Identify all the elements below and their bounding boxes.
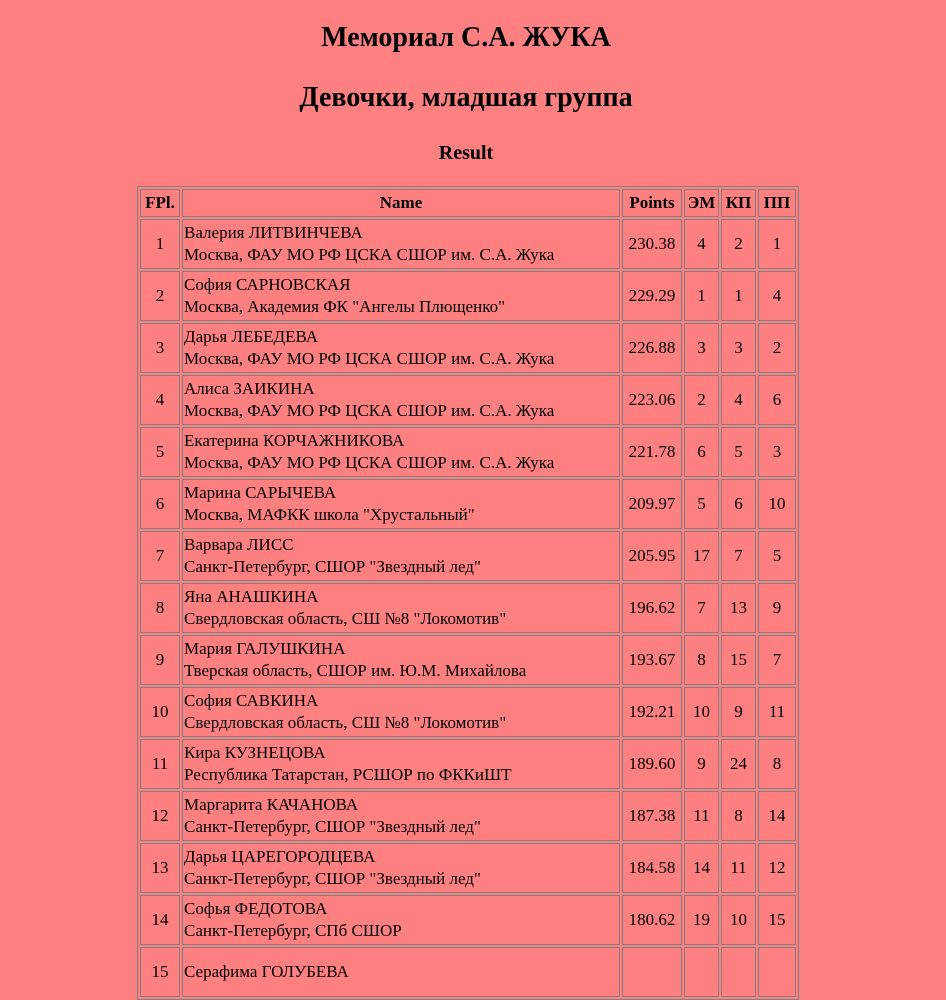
points-cell: 205.95	[622, 531, 682, 581]
place-cell: 14	[140, 895, 180, 945]
name-cell	[182, 687, 620, 737]
kp-cell: 6	[721, 479, 756, 529]
place-cell: 15	[140, 947, 180, 997]
em-cell: 17	[684, 531, 719, 581]
pp-cell: 14	[758, 791, 796, 841]
place-cell: 10	[140, 687, 180, 737]
skater-club: Санкт-Петербург, СШОР "Звездный лед"	[184, 817, 481, 836]
place-cell: 5	[140, 427, 180, 477]
kp-cell: 7	[721, 531, 756, 581]
name-cell	[182, 323, 620, 373]
points-cell: 180.62	[622, 895, 682, 945]
em-cell: 6	[684, 427, 719, 477]
em-cell: 3	[684, 323, 719, 373]
name-cell	[182, 479, 620, 529]
em-cell: 2	[684, 375, 719, 425]
table-row	[140, 583, 796, 633]
skater-name: София САРНОВСКАЯ	[184, 275, 351, 294]
column-header-em: ЭМ	[684, 189, 719, 217]
points-cell: 189.60	[622, 739, 682, 789]
pp-cell: 8	[758, 739, 796, 789]
pp-cell: 2	[758, 323, 796, 373]
skater-name: Серафима ГОЛУБЕВА	[184, 962, 349, 981]
place-cell: 12	[140, 791, 180, 841]
skater-club: Тверская область, СШОР им. Ю.М. Михайлова	[184, 661, 527, 680]
em-cell: 4	[684, 219, 719, 269]
place-cell: 13	[140, 843, 180, 893]
column-header-place: FPl.	[140, 189, 180, 217]
table-row	[140, 687, 796, 737]
table-row	[140, 739, 796, 789]
name-cell	[182, 271, 620, 321]
points-cell	[622, 947, 682, 997]
points-cell: 209.97	[622, 479, 682, 529]
skater-name: Маргарита КАЧАНОВА	[184, 795, 359, 814]
em-cell: 11	[684, 791, 719, 841]
points-cell: 184.58	[622, 843, 682, 893]
points-cell: 196.62	[622, 583, 682, 633]
points-cell: 193.67	[622, 635, 682, 685]
em-cell: 5	[684, 479, 719, 529]
table-row	[140, 427, 796, 477]
place-cell: 2	[140, 271, 180, 321]
skater-club: Москва, МАФКК школа "Хрустальный"	[184, 505, 475, 524]
skater-club: Свердловская область, СШ №8 "Локомотив"	[184, 713, 507, 732]
skater-name: Софья ФЕДОТОВА	[184, 899, 328, 918]
em-cell: 19	[684, 895, 719, 945]
column-header-kp: КП	[721, 189, 756, 217]
kp-cell	[721, 947, 756, 997]
pp-cell: 12	[758, 843, 796, 893]
skater-club: Москва, ФАУ МО РФ ЦСКА СШОР им. С.А. Жука	[184, 453, 555, 472]
pp-cell: 4	[758, 271, 796, 321]
place-cell: 6	[140, 479, 180, 529]
skater-club: Москва, Академия ФК "Ангелы Плющенко"	[184, 297, 506, 316]
table-row	[140, 219, 796, 269]
skater-name: Варвара ЛИСС	[184, 535, 294, 554]
points-cell: 187.38	[622, 791, 682, 841]
results-table	[137, 186, 799, 1000]
pp-cell: 15	[758, 895, 796, 945]
points-cell: 226.88	[622, 323, 682, 373]
skater-name: Валерия ЛИТВИНЧЕВА	[184, 223, 363, 242]
skater-name: Дарья ЦАРЕГОРОДЦЕВА	[184, 847, 376, 866]
kp-cell: 13	[721, 583, 756, 633]
pp-cell: 7	[758, 635, 796, 685]
table-row	[140, 375, 796, 425]
skater-name: Марина САРЫЧЕВА	[184, 483, 337, 502]
pp-cell: 3	[758, 427, 796, 477]
skater-name: Яна АНАШКИНА	[184, 587, 319, 606]
place-cell: 7	[140, 531, 180, 581]
name-cell	[182, 843, 620, 893]
table-row	[140, 323, 796, 373]
name-cell	[182, 427, 620, 477]
skater-club: Свердловская область, СШ №8 "Локомотив"	[184, 609, 507, 628]
table-row	[140, 531, 796, 581]
points-cell: 230.38	[622, 219, 682, 269]
place-cell: 4	[140, 375, 180, 425]
table-row	[140, 271, 796, 321]
em-cell: 7	[684, 583, 719, 633]
place-cell: 11	[140, 739, 180, 789]
skater-name: Мария ГАЛУШКИНА	[184, 639, 346, 658]
em-cell: 9	[684, 739, 719, 789]
skater-club: Москва, ФАУ МО РФ ЦСКА СШОР им. С.А. Жука	[184, 349, 555, 368]
table-row	[140, 843, 796, 893]
pp-cell	[758, 947, 796, 997]
em-cell: 14	[684, 843, 719, 893]
section-heading: Result	[438, 142, 494, 164]
table-row	[140, 479, 796, 529]
place-cell: 9	[140, 635, 180, 685]
points-cell: 221.78	[622, 427, 682, 477]
pp-cell: 11	[758, 687, 796, 737]
table-row	[140, 791, 796, 841]
kp-cell: 8	[721, 791, 756, 841]
kp-cell: 9	[721, 687, 756, 737]
skater-name: Екатерина КОРЧАЖНИКОВА	[184, 431, 405, 450]
name-cell	[182, 583, 620, 633]
kp-cell: 5	[721, 427, 756, 477]
page-subtitle: Девочки, младшая группа	[299, 82, 633, 113]
name-cell	[182, 531, 620, 581]
pp-cell: 10	[758, 479, 796, 529]
name-cell	[182, 219, 620, 269]
skater-club: Санкт-Петербург, СШОР "Звездный лед"	[184, 557, 481, 576]
name-cell	[182, 947, 620, 997]
skater-name: Алиса ЗАИКИНА	[184, 379, 315, 398]
pp-cell: 5	[758, 531, 796, 581]
name-cell	[182, 739, 620, 789]
points-cell: 229.29	[622, 271, 682, 321]
name-cell	[182, 791, 620, 841]
page-title: Мемориал С.А. ЖУКА	[321, 22, 611, 53]
place-cell: 1	[140, 219, 180, 269]
header-row	[140, 189, 796, 217]
place-cell: 8	[140, 583, 180, 633]
skater-name: Дарья ЛЕБЕДЕВА	[184, 327, 319, 346]
name-cell	[182, 895, 620, 945]
skater-club: Москва, ФАУ МО РФ ЦСКА СШОР им. С.А. Жука	[184, 401, 555, 420]
place-cell: 3	[140, 323, 180, 373]
kp-cell: 15	[721, 635, 756, 685]
skater-club: Санкт-Петербург, СШОР "Звездный лед"	[184, 869, 481, 888]
points-cell: 192.21	[622, 687, 682, 737]
column-header-pp: ПП	[758, 189, 796, 217]
skater-club: Санкт-Петербург, СПб СШОР	[184, 921, 402, 940]
kp-cell: 11	[721, 843, 756, 893]
points-cell: 223.06	[622, 375, 682, 425]
skater-name: Кира КУЗНЕЦОВА	[184, 743, 326, 762]
name-cell	[182, 375, 620, 425]
table-row	[140, 895, 796, 945]
table-row	[140, 635, 796, 685]
name-cell	[182, 635, 620, 685]
column-header-points: Points	[622, 189, 682, 217]
skater-name: София САВКИНА	[184, 691, 319, 710]
kp-cell: 24	[721, 739, 756, 789]
em-cell: 10	[684, 687, 719, 737]
table-row	[140, 947, 796, 997]
em-cell: 8	[684, 635, 719, 685]
pp-cell: 1	[758, 219, 796, 269]
kp-cell: 1	[721, 271, 756, 321]
kp-cell: 4	[721, 375, 756, 425]
skater-club: Москва, ФАУ МО РФ ЦСКА СШОР им. С.А. Жука	[184, 245, 555, 264]
kp-cell: 2	[721, 219, 756, 269]
skater-club: Республика Татарстан, РСШОР по ФККиШТ	[184, 765, 512, 784]
column-header-name: Name	[182, 189, 620, 217]
em-cell: 1	[684, 271, 719, 321]
em-cell	[684, 947, 719, 997]
pp-cell: 6	[758, 375, 796, 425]
pp-cell: 9	[758, 583, 796, 633]
kp-cell: 3	[721, 323, 756, 373]
kp-cell: 10	[721, 895, 756, 945]
